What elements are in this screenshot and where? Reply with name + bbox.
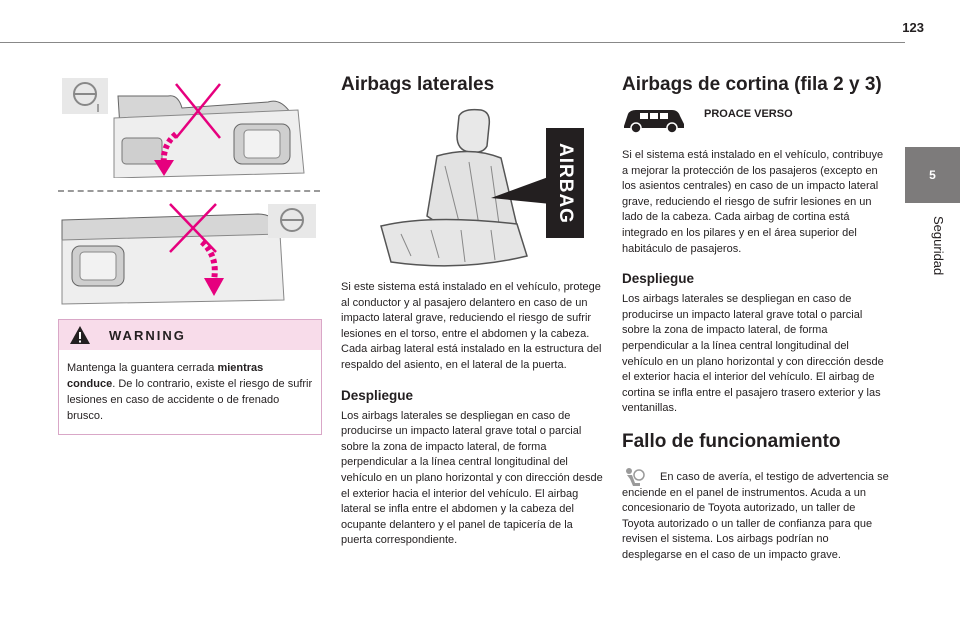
illustration-divider — [58, 190, 320, 192]
curtain-airbags-intro: Si el sistema está instalado en el vehículo, contribuye a mejorar la protección de los pasajeros (excepto en los asientos centrales) en caso de un impacto lateral grave, reduciendo el riesgo de sufrir lesiones en un lado de la cabeza. Cada airbag de cortina está integrado en los pilares y en el área superior del habitáculo de pasajeros. — [622, 149, 884, 255]
van-icon — [622, 106, 686, 134]
column-right — [622, 60, 890, 563]
curtain-airbags-deploy-title: Despliegue — [622, 271, 695, 287]
vehicle-version-row — [622, 106, 890, 134]
malfunction-text: En caso de avería, el testigo de advertencia se enciende en el panel de instrumentos. Acuda a un concesionario de Toyota autorizado, un taller de Toyota autorizado o un taller de confianza para que revisen el sistema. Los airbags podrían no desplegarse en el caso de un impacto grave. — [622, 470, 889, 561]
curtain-airbags-deploy-text: Los airbags laterales se despliegan en caso de producirse un impacto lateral grave total o parcial sobre la zona de impacto lateral, de forma perpendicular a la línea central longitudinal del vehículo en un plano horizontal y con dirección desde el exterior hacia el interior del vehículo. El airbag de cortina se infla entre el pasajero trasero exterior y las ventanillas. — [622, 293, 884, 415]
section-title-malfunction: Fallo de funcionamiento — [622, 430, 841, 452]
side-airbags-deploy-title: Despliegue — [341, 387, 414, 403]
steering-wheel-icon — [268, 204, 316, 238]
side-airbags-deploy-text: Los airbags laterales se despliegan en caso de producirse un impacto lateral grave total o parcial sobre la zona de impacto lateral, de forma perpendicular a la línea central longitudinal del vehículo en un plano horizontal y con dirección desde el exterior hacia el interior del vehículo. El airbag lateral se infla entre el abdomen y la cabeza del ocupante delantero y el panel de tapicería de la puerta correspondiente. — [341, 409, 603, 547]
header-rule — [0, 42, 905, 43]
section-title-side-airbags: Airbags laterales — [341, 74, 495, 95]
warning-triangle-icon — [69, 325, 91, 345]
chapter-label: Seguridad — [931, 216, 946, 276]
steering-wheel-icon — [62, 78, 108, 114]
vehicle-label: PROACE VERSO — [704, 108, 793, 120]
warning-header — [59, 320, 321, 350]
airbag-label: AIRBAG — [555, 142, 576, 224]
page-number: 123 — [902, 20, 924, 35]
column-left — [58, 60, 320, 435]
section-title-curtain-airbags: Airbags de cortina (fila 2 y 3) — [622, 74, 882, 95]
warning-text: Mantenga la guantera cerrada mientras conduce. De lo contrario, existe el riesgo de sufrir lesiones en caso de accidente o de frenado brusco. — [67, 362, 313, 422]
glovebox-closed-illustration — [58, 200, 320, 305]
warning-box — [58, 319, 322, 435]
column-middle — [341, 60, 603, 549]
glovebox-open-illustration — [58, 68, 320, 178]
warning-title: WARNING — [109, 327, 186, 343]
side-airbags-intro: Si este sistema está instalado en el vehículo, protege al conductor y al pasajero delantero en caso de un impacto lateral grave, reduciendo el riesgo de sufrir lesiones en el torso, entre el abdomen y la cabeza. Cada airbag lateral está instalado en la estructura del respaldo del asiento, en el lateral de la puerta. — [341, 281, 602, 371]
seat-airbag-illustration — [341, 106, 603, 274]
chapter-tab[interactable]: 5 — [905, 147, 960, 203]
